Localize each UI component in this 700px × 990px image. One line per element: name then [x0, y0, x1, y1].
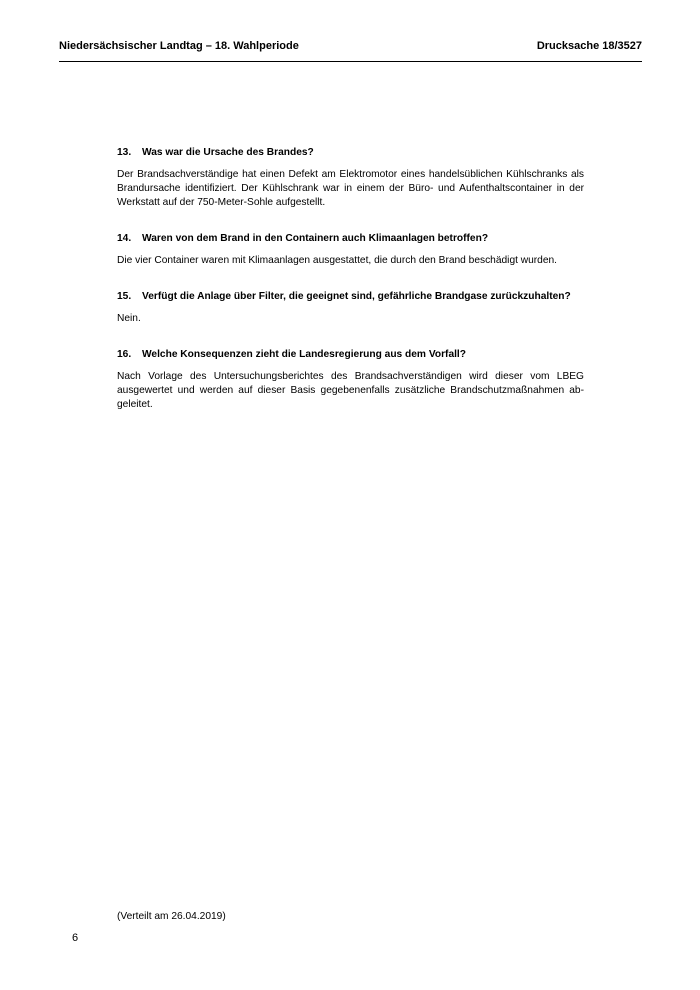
header-divider [59, 61, 642, 62]
question-text: Waren von dem Brand in den Containern auch Klimaanlagen betroffen? [142, 233, 489, 244]
question-number: 15. [117, 291, 132, 302]
qa-item-16 [117, 348, 584, 412]
answer-text: Der Brandsachverständige hat einen Defekt am Elektromotor eines handelsüblichen Kühlschranks als Brandursache identifiziert. Der Kühlschrank war in einem der Büro- und Aufenthaltscontainer in der Werkstatt auf der 750-Meter-Sohle aufgestellt. [117, 169, 584, 208]
header-parliament-title: Niedersächsischer Landtag – 18. Wahlperiode [59, 40, 299, 52]
question [117, 290, 584, 304]
question-number: 16. [117, 349, 132, 360]
distribution-note: (Verteilt am 26.04.2019) [117, 911, 226, 922]
answer-text: Die vier Container waren mit Klimaanlagen ausgestattet, die durch den Brand beschädigt wurden. [117, 255, 558, 266]
question-number: 14. [117, 233, 132, 244]
question-text: Welche Konsequenzen zieht die Landesregierung aus dem Vorfall? [142, 349, 466, 360]
qa-item-15 [117, 290, 584, 326]
question-text: Was war die Ursache des Brandes? [142, 147, 314, 158]
question [117, 146, 584, 160]
qa-item-13 [117, 146, 584, 210]
question-text: Verfügt die Anlage über Filter, die geeignet sind, gefährliche Brandgase zurückzuhalten? [142, 291, 571, 302]
page-header [59, 40, 642, 52]
qa-item-14 [117, 232, 584, 268]
qa-list [117, 146, 584, 434]
question [117, 232, 584, 246]
answer-text: Nein. [117, 313, 141, 324]
answer-text: Nach Vorlage des Untersuchungsberichtes des Brandsachverständigen wird dieser vom LBEG ausgewertet und werden auf dieser Basis gegebenenfalls zusätzliche Brandschutzmaßnahmen abgeleitet. [117, 371, 584, 410]
header-document-number: Drucksache 18/3527 [536, 40, 642, 52]
page-number: 6 [72, 932, 79, 944]
question-number: 13. [117, 147, 132, 158]
question [117, 348, 584, 362]
